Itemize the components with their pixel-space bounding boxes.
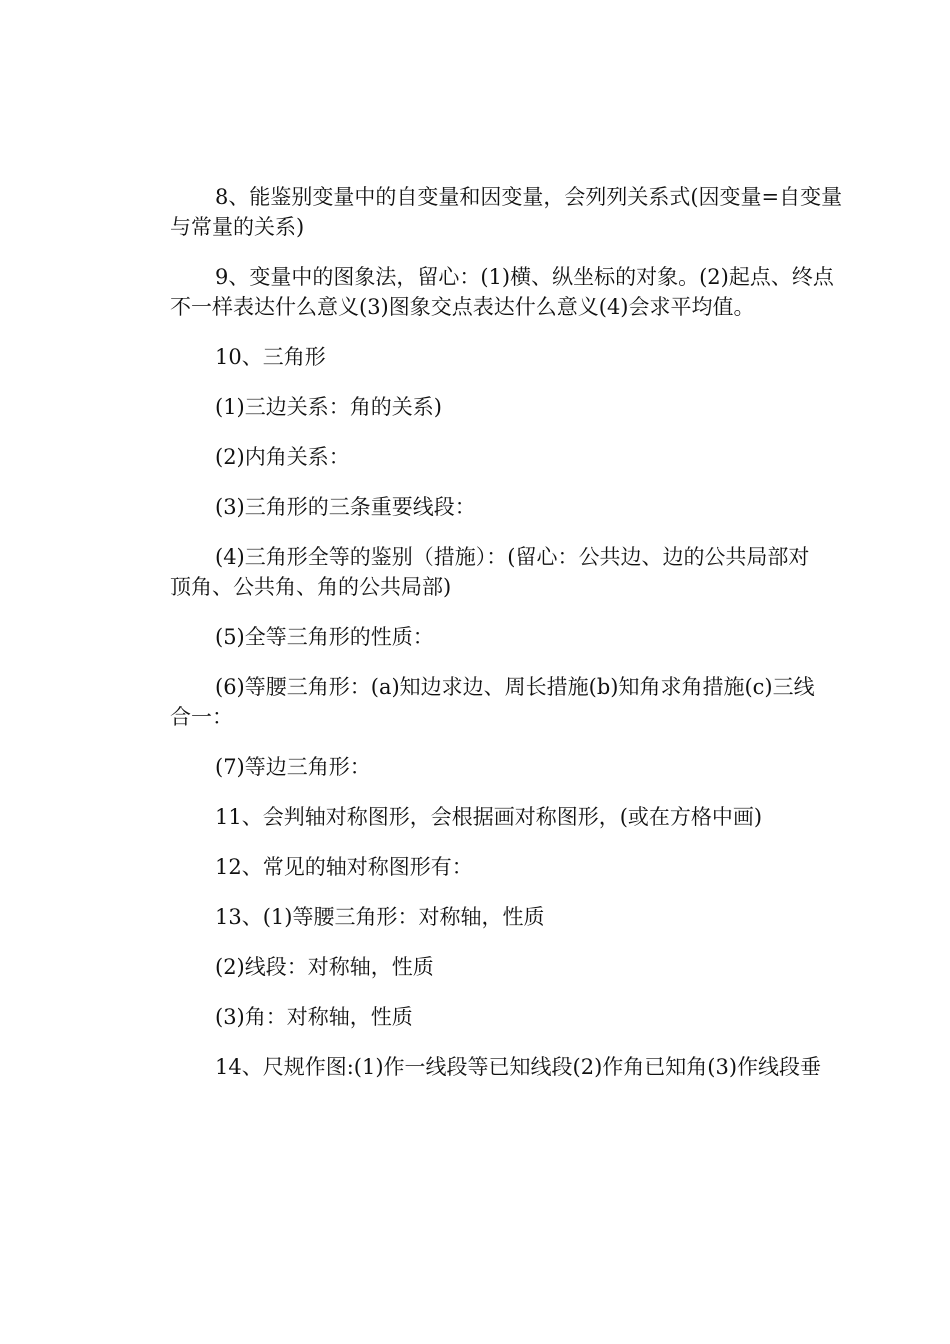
text-line: (3)三角形的三条重要线段： <box>215 495 476 519</box>
text-line: 顶角、公共角、角的公共局部) <box>170 575 452 599</box>
text-line: (1)三边关系：角的关系) <box>215 395 442 419</box>
text-line: 13、(1)等腰三角形：对称轴，性质 <box>215 905 545 929</box>
text-line: (6)等腰三角形：(a)知边求边、周长措施(b)知角求角措施(c)三线 <box>215 675 815 699</box>
text-line: 合一： <box>170 705 233 729</box>
text-line: (2)线段：对称轴，性质 <box>215 955 434 979</box>
paragraph-item-14 <box>128 1052 833 1082</box>
paragraph-subitem-3 <box>128 492 833 522</box>
paragraph-item-9 <box>128 262 833 322</box>
text-line: 9、变量中的图象法，留心：(1)横、纵坐标的对象。(2)起点、终点 <box>215 265 834 289</box>
paragraph-subitem-5 <box>128 622 833 652</box>
paragraph-item-8 <box>128 182 843 242</box>
paragraph-item-12 <box>128 852 833 882</box>
text-line: 11、会判轴对称图形，会根据画对称图形，(或在方格中画) <box>215 805 763 829</box>
paragraph-item-13 <box>128 902 833 932</box>
document-body <box>128 182 843 1102</box>
paragraph-subitem-7 <box>128 752 833 782</box>
paragraph-item-10 <box>128 342 833 372</box>
text-line: 14、尺规作图:(1)作一线段等已知线段(2)作角已知角(3)作线段垂 <box>215 1055 822 1079</box>
text-line: 不一样表达什么意义(3)图象交点表达什么意义(4)会求平均值。 <box>170 295 755 319</box>
text-line: 12、常见的轴对称图形有： <box>215 855 473 879</box>
paragraph-subitem-4 <box>128 542 833 602</box>
text-line: (4)三角形全等的鉴别（措施）：(留心：公共边、边的公共局部对 <box>215 545 810 569</box>
text-line: 8、能鉴别变量中的自变量和因变量，会列列关系式(因变量=自变量 <box>215 185 843 209</box>
text-line: (2)内角关系： <box>215 445 350 469</box>
paragraph-subitem-2 <box>128 442 833 472</box>
text-line: 10、三角形 <box>215 345 326 369</box>
text-line: (5)全等三角形的性质： <box>215 625 434 649</box>
text-line: 与常量的关系) <box>170 215 305 239</box>
text-line: (3)角：对称轴，性质 <box>215 1005 413 1029</box>
paragraph-subitem-13-3 <box>128 1002 833 1032</box>
paragraph-subitem-6 <box>128 672 833 732</box>
text-line: (7)等边三角形： <box>215 755 371 779</box>
paragraph-subitem-13-2 <box>128 952 833 982</box>
paragraph-subitem-1 <box>128 392 833 422</box>
paragraph-item-11 <box>128 802 833 832</box>
